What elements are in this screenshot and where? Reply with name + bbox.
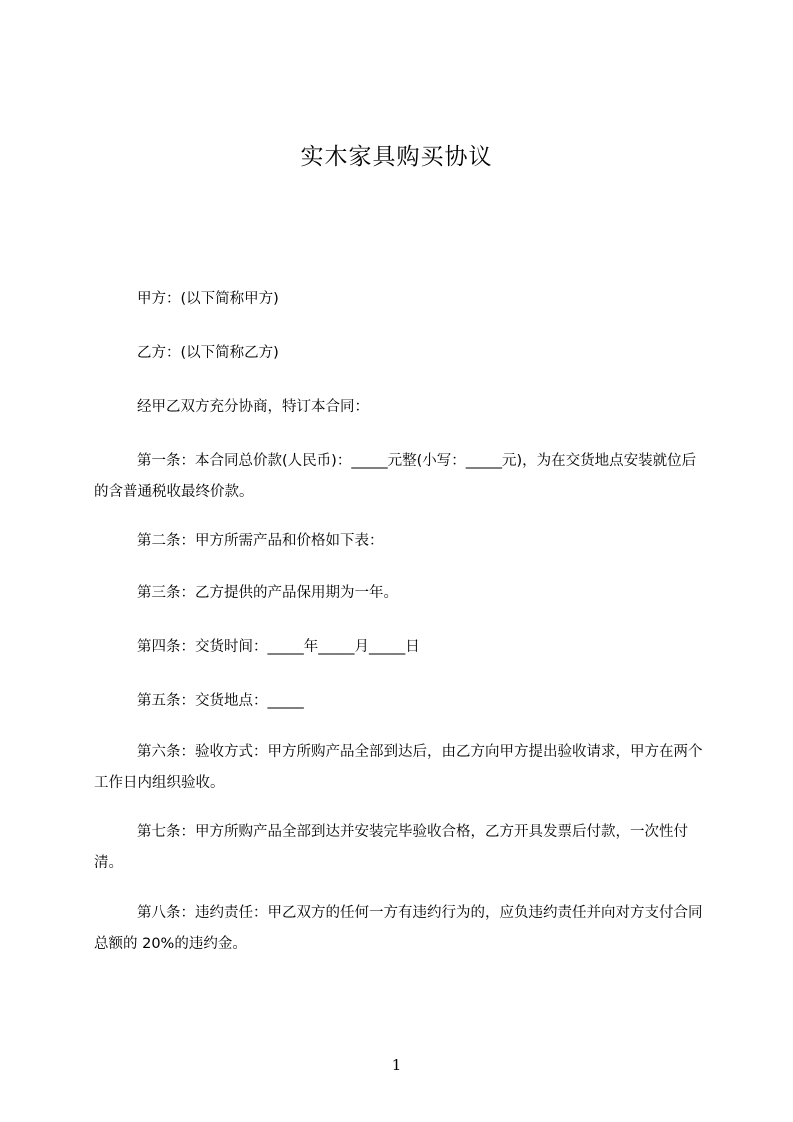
party-a-paragraph: 甲方：(以下简称甲方) [137, 291, 279, 307]
article-2-paragraph: 第二条：甲方所需产品和价格如下表： [137, 533, 384, 549]
article-7-paragraph: 第七条：甲方所购产品全部到达并安装完毕验收合格，乙方开具发票后付款，一次性付清。 [94, 824, 688, 871]
party-b-paragraph: 乙方：(以下简称乙方) [137, 345, 279, 361]
page-number: 1 [391, 1056, 402, 1074]
article-4-paragraph: 第四条：交货时间：_____年_____月_____日 [137, 639, 420, 655]
article-5-paragraph: 第五条：交货地点：_____ [137, 693, 304, 709]
preamble-paragraph: 经甲乙双方充分协商，特订本合同： [137, 399, 369, 415]
article-3-paragraph: 第三条：乙方提供的产品保用期为一年。 [137, 585, 398, 601]
article-1-paragraph: 第一条：本合同总价款(人民币)：_____元整(小写：_____元)，为在交货地点安装就位后的含普通税收最终价款。 [94, 453, 697, 500]
document-title: 实木家具购买协议 [300, 144, 493, 170]
article-6-paragraph: 第六条：验收方式：甲方所购产品全部到达后，由乙方向甲方提出验收请求，甲方在两个工作日内组织验收。 [94, 744, 703, 791]
article-8-paragraph: 第八条：违约责任：甲乙双方的任何一方有违约行为的，应负违约责任并向对方支付合同总额的 20%的违约金。 [94, 905, 703, 952]
